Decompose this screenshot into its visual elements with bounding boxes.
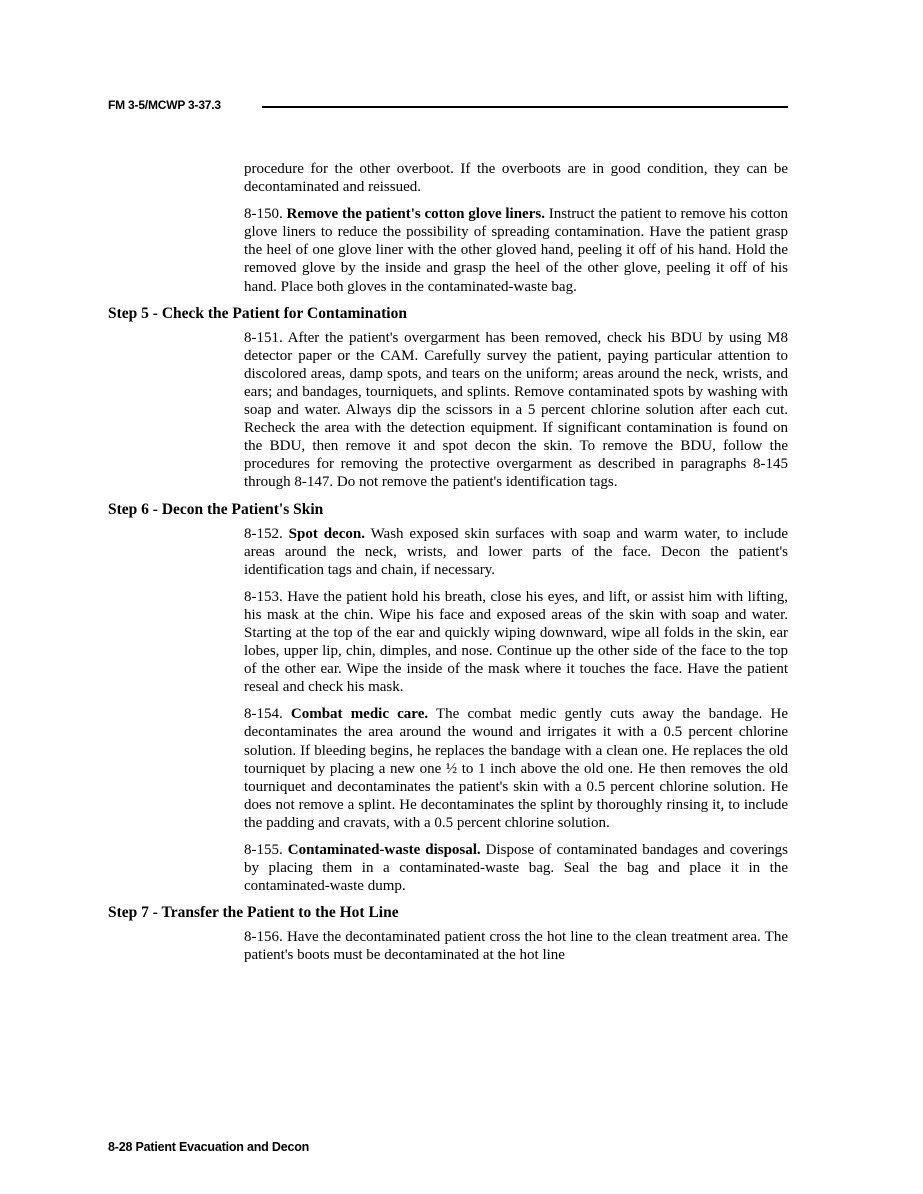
step-heading-5: Step 5 - Check the Patient for Contamination bbox=[108, 304, 407, 322]
step-heading-6: Step 6 - Decon the Patient's Skin bbox=[108, 500, 324, 518]
paragraph-runin-title: Combat medic care. bbox=[290, 706, 429, 723]
paragraph-text: Wash exposed skin surfaces with soap and warm water, to include areas around the neck, wrists, and lower parts of the face. Decon the patient's identification tags and chain, if necessary. bbox=[244, 525, 788, 578]
footer-page-label: 8-28 Patient Evacuation and Decon bbox=[108, 1140, 310, 1154]
paragraph-8-156 bbox=[244, 928, 788, 964]
step-heading-7: Step 7 - Transfer the Patient to the Hot Line bbox=[108, 904, 399, 922]
paragraph-text: The combat medic gently cuts away the bandage. He decontaminates the area around the wound and irrigates it with a 0.5 percent chlorine solution. If bleeding begins, he replaces the bandage with a clean one. He replaces the old tourniquet by placing a new one ½ to 1 inch above the old one. He then removes the old tourniquet and decontaminates the patient's skin with a 0.5 percent chlorine solution. He does not remove a splint. He decontaminates the splint by thoroughly rinsing it, to include the padding and cravats, with a 0.5 percent chlorine solution. bbox=[244, 706, 789, 831]
paragraph-text: After the patient's overgarment has been removed, check his BDU by using M8 detector paper or the CAM. Carefully survey the patient, paying particular attention to discolored areas, damp spots, and tears on the uniform; areas around the neck, wrists, and ears; and bandages, tourniquets, and splints. Remove contaminated spots by washing with soap and water. Always dip the scissors in a 5 percent chlorine solution after each cut. Recheck the area with the detection equipment. If significant contamination is found on the BDU, then remove it and spot decon the skin. To remove the BDU, follow the procedures for removing the protective overgarment as described in paragraphs 8-145 through 8-147. Do not remove the patient's identification tags. bbox=[244, 329, 788, 491]
paragraph-runin-title: Remove the patient's cotton glove liners. bbox=[286, 206, 545, 223]
body-text bbox=[108, 160, 788, 973]
paragraph-number: 8-152. bbox=[244, 525, 283, 542]
header-doc-id: FM 3-5/MCWP 3-37.3 bbox=[108, 98, 221, 112]
paragraph-8-154 bbox=[244, 705, 788, 832]
paragraph-number: 8-153. bbox=[244, 588, 283, 605]
paragraph-number: 8-151. bbox=[244, 329, 283, 346]
header-rule bbox=[262, 106, 788, 108]
paragraph-text: Have the decontaminated patient cross the hot line to the clean treatment area. The patient's boots must be decontaminated at the hot line bbox=[244, 929, 789, 964]
paragraph-8-151 bbox=[244, 329, 788, 492]
paragraph-8-153 bbox=[244, 588, 788, 697]
paragraph-continued bbox=[244, 160, 788, 196]
paragraph-8-155 bbox=[244, 841, 788, 895]
paragraph-number: 8-156. bbox=[244, 929, 283, 946]
paragraph-text: Dispose of contaminated bandages and coverings by placing them in a contaminated-waste bag. Seal the bag and place it in the contaminated-waste dump. bbox=[244, 842, 789, 895]
paragraph-text: Instruct the patient to remove his cotton glove liners to reduce the possibility of spreading contamination. Have the patient grasp the heel of one glove liner with the other gloved hand, peeling it off of his hand. Hold the removed glove by the inside and grasp the heel of the other glove, peeling it off of his hand. Place both gloves in the contaminated-waste bag. bbox=[244, 206, 788, 295]
paragraph-number: 8-155. bbox=[244, 842, 283, 858]
paragraph-number: 8-150. bbox=[244, 206, 283, 223]
paragraph-text: procedure for the other overboot. If the overboots are in good condition, they can be decontaminated and reissued. bbox=[244, 161, 788, 196]
paragraph-runin-title: Contaminated-waste disposal. bbox=[287, 842, 481, 858]
paragraph-8-150 bbox=[244, 205, 788, 295]
paragraph-8-152 bbox=[244, 525, 788, 579]
paragraph-number: 8-154. bbox=[244, 706, 283, 723]
paragraph-runin-title: Spot decon. bbox=[288, 525, 365, 542]
paragraph-text: Have the patient hold his breath, close his eyes, and lift, or assist him with lifting, his mask at the chin. Wipe his face and exposed areas of the skin with soap and water. Starting at the top of the ear and quickly wiping downward, wipe all folds in the skin, ear lobes, upper lip, chin, dimples, and nose. Continue up the other side of the face to the top of the other ear. Wipe the inside of the mask where it touches the face. Have the patient reseal and check his mask. bbox=[244, 588, 788, 696]
